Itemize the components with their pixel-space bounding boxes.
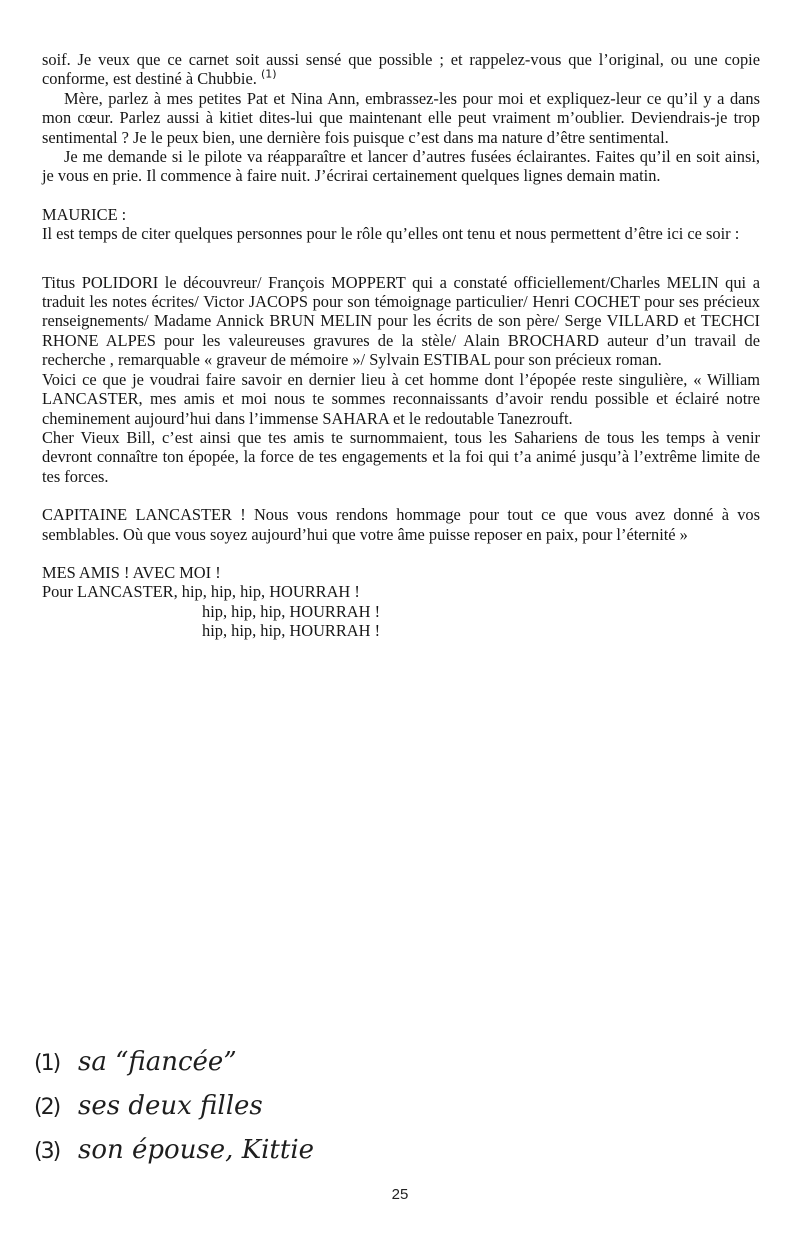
- paragraph-voici: Voici ce que je voudrai faire savoir en dernier lieu à cet homme dont l’épopée reste singulière, « William LANCASTER, mes amis et moi nous te sommes reconnaissants d’avoir rendu possible et éclairé notre cheminement aujourd’hui dans l’immense SAHARA et le redoutable Tanezrouft.: [42, 369, 760, 428]
- paragraph-carnet: [42, 50, 760, 89]
- footnote-marker-1: (1): [260, 67, 277, 81]
- footnote-text: ses deux filles: [78, 1091, 263, 1121]
- toast-line-3: hip, hip, hip, HOURRAH !: [202, 621, 381, 641]
- footnote-1: [34, 1040, 534, 1084]
- handwritten-footnotes: [34, 1040, 534, 1172]
- spacer: [42, 263, 760, 273]
- toast-call: MES AMIS ! AVEC MOI !: [42, 562, 221, 582]
- paragraph-text: soif. Je veux que ce carnet soit aussi sensé que possible ; et rappelez-vous que l’original, ou une copie conforme, est destiné à Chubbie.: [42, 50, 760, 89]
- paragraph-citer: Il est temps de citer quelques personnes pour le rôle qu’elles ont tenu et nous permettent d’être ici ce soir :: [42, 224, 740, 244]
- paragraph-mere: Mère, parlez à mes petites Pat et Nina Ann, embrassez-les pour moi et expliquez-leur ce qu’il y a dans mon cœur. Parlez aussi à kitiet dites-lui que maintenant elle peut vraiment m’oublier. Deviendrais-je trop sentimental ? Je le peux bien, une dernière fois puisque c’est dans ma nature d’être sentimental.: [42, 88, 760, 147]
- spacer: [42, 486, 760, 505]
- spacer: [42, 544, 760, 563]
- body-text: [42, 50, 760, 641]
- paragraph-pilote: Je me demande si le pilote va réapparaître et lancer d’autres fusées éclairantes. Faites qu’il en soit ainsi, je vous en prie. Il commence à faire nuit. J’écrirai certainement quelques lignes demain matin.: [42, 147, 760, 186]
- footnote-text: sa “fiancée”: [78, 1047, 237, 1077]
- footnote-number: (3): [34, 1139, 60, 1164]
- speaker-label: MAURICE :: [42, 204, 127, 224]
- footnote-number: (2): [34, 1095, 60, 1120]
- paragraph-vieux-bill: Cher Vieux Bill, c’est ainsi que tes amis te surnommaient, tous les Sahariens de tous les temps à venir devront connaître ton épopée, la force de tes engagements et la foi qui t’a animé jusqu’à l’extrême limite de tes forces.: [42, 427, 760, 486]
- spacer: [42, 244, 760, 263]
- page-number: 25: [391, 1186, 409, 1203]
- toast-line-1: Pour LANCASTER, hip, hip, hip, HOURRAH !: [42, 582, 360, 602]
- toast-line-2: hip, hip, hip, HOURRAH !: [202, 601, 381, 621]
- footnote-3: [34, 1128, 534, 1172]
- paragraph-capitaine: CAPITAINE LANCASTER ! Nous vous rendons hommage pour tout ce que vous avez donné à vos semblables. Où que vous soyez aujourd’hui que votre âme puisse reposer en paix, pour l’éternité »: [42, 505, 760, 544]
- footnote-number: (1): [34, 1051, 60, 1076]
- paragraph-acknowledgements: Titus POLIDORI le découvreur/ François MOPPERT qui a constaté officiellement/Charles MELIN qui a traduit les notes écrites/ Victor JACOPS pour son témoignage particulier/ Henri COCHET pour ses précieux renseignements/ Madame Annick BRUN MELIN pour les écrits de son père/ Serge VILLARD et TECHCI RHONE ALPES pour les valeureuses gravures de la stèle/ Alain BROCHARD auteur d’un travail de recherche , remarquable « graveur de mémoire »/ Sylvain ESTIBAL pour son précieux roman.: [42, 272, 760, 370]
- spacer: [42, 186, 760, 205]
- footnote-2: [34, 1084, 534, 1128]
- footnote-text: son épouse, Kittie: [78, 1135, 315, 1165]
